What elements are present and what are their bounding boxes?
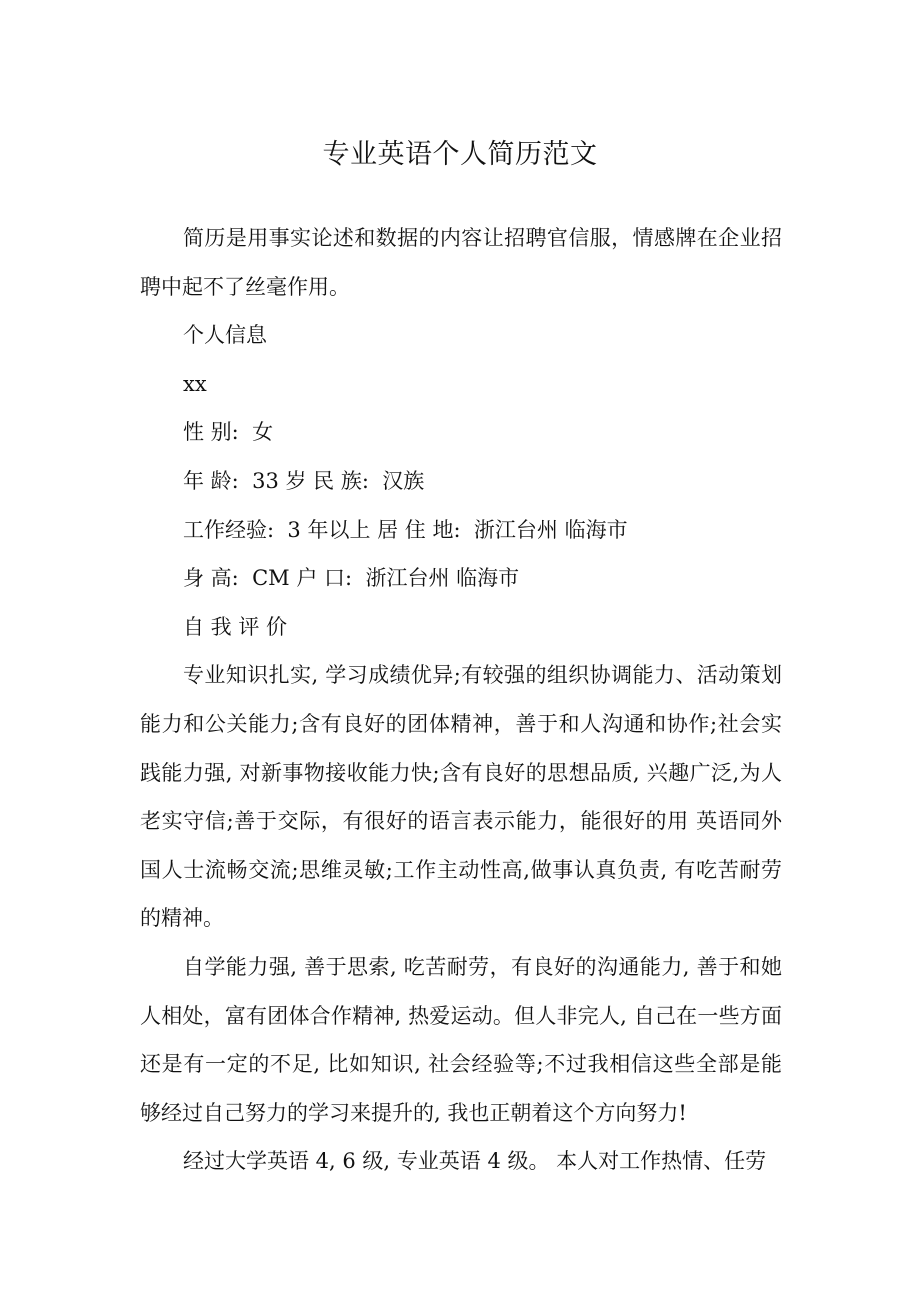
age-ethnicity-line: 年 龄: 33 岁 民 族: 汉族	[183, 468, 425, 493]
name-value: xx	[183, 371, 207, 396]
self-evaluation-paragraph: 专业知识扎实, 学习成绩优异;有较强的组织协调能力、活动策划能力和公关能力;含有良好的团体精神，善于和人沟通和协作;社会实践能力强, 对新事物接收能力快;含有良好的思想品质, 兴趣广泛,为人老实守信;善于交际，有很好的语言表示能力，能很好的用 英语同外国人士流畅交流;思维灵敏;工作主动性高,做事认真负责, 有吃苦耐劳的精神。	[140, 663, 782, 931]
experience-residence-line: 工作经验: 3 年以上 居 住 地: 浙江台州 临海市	[183, 517, 628, 542]
document-title: 专业英语个人简历范文	[322, 139, 598, 171]
self-evaluation-paragraph: 经过大学英语 4, 6 级, 专业英语 4 级。 本人对工作热情、任劳	[183, 1149, 767, 1174]
personal-info-heading: 个人信息	[183, 323, 267, 348]
height-hukou-line: 身 高: CM 户 口: 浙江台州 临海市	[183, 566, 520, 591]
document-body	[140, 214, 782, 1186]
self-evaluation-paragraph: 自学能力强, 善于思索, 吃苦耐劳，有良好的沟通能力, 善于和她人相处，富有团体合作精神, 热爱运动。但人非完人, 自己在一些方面还是有一定的不足, 比如知识, 社会经验等;不过我相信这些全部是能够经过自己努力的学习来提升的, 我也正朝着这个方向努力!	[140, 954, 782, 1125]
gender-line: 性 别: 女	[183, 420, 274, 445]
intro-paragraph: 简历是用事实论述和数据的内容让招聘官信服，情感牌在企业招聘中起不了丝毫作用。	[140, 226, 782, 299]
self-evaluation-heading: 自 我 评 价	[183, 614, 288, 639]
